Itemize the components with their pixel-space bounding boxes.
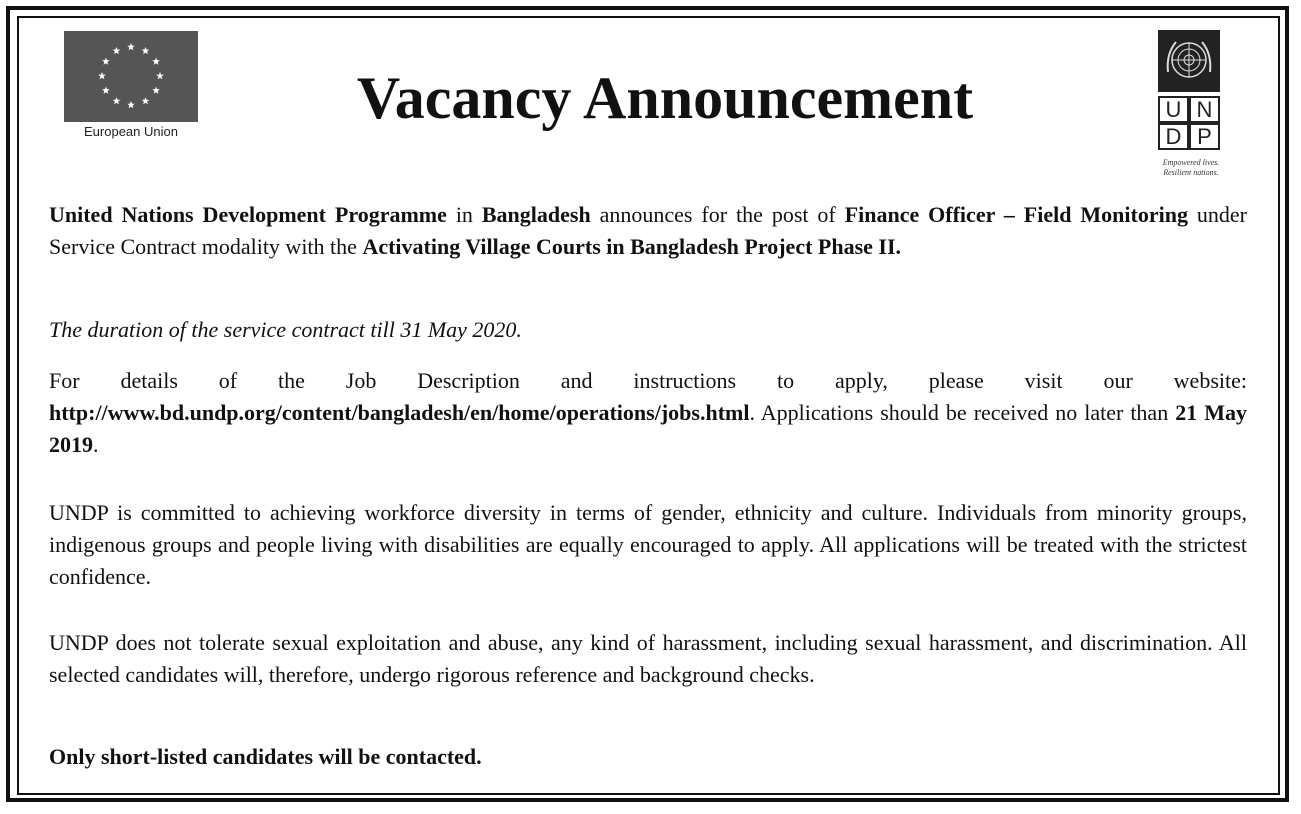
tagline-line-2: Resilient nations. <box>1163 168 1219 177</box>
details-text-3: . <box>93 432 99 457</box>
details-text-2: . Applications should be received no later than <box>749 400 1176 425</box>
details-paragraph <box>49 365 1247 461</box>
undp-tagline <box>1150 158 1232 178</box>
duration-note: The duration of the service contract till 31 May 2020. <box>49 317 522 342</box>
harassment-paragraph: UNDP does not tolerate sexual exploitation and abuse, any kind of harassment, including sexual harassment, and discrimination. All selected candidates will, therefore, undergo rigorous reference and background checks. <box>49 630 1247 687</box>
undp-letter-u: U <box>1158 96 1189 123</box>
un-emblem-icon <box>1158 30 1220 92</box>
undp-letter-p: P <box>1189 123 1220 150</box>
page-title: Vacancy Announcement <box>356 65 974 131</box>
intro-text-2: announces for the post of <box>590 202 845 227</box>
intro-text-3: under Service Contract modality with the <box>49 202 1247 259</box>
post-title: Finance Officer – Field Monitoring <box>844 202 1188 227</box>
jobs-url-link[interactable]: http://www.bd.undp.org/content/bangladesh/en/home/operations/jobs.html <box>49 400 750 425</box>
intro-text-1: in <box>446 202 482 227</box>
undp-letter-n: N <box>1189 96 1220 123</box>
eu-caption: European Union <box>84 124 178 139</box>
closing-note: Only short-listed candidates will be contacted. <box>49 744 482 769</box>
deadline-date: 21 May 2019 <box>49 400 1248 457</box>
org-name: United Nations Development Programme <box>49 202 447 227</box>
project-name: Activating Village Courts in Bangladesh Project Phase II. <box>362 234 902 259</box>
undp-logo <box>1150 30 1230 180</box>
details-text-1: For details of the Job Description and instructions to apply, please visit our website: <box>49 368 1247 393</box>
intro-paragraph <box>49 199 1247 263</box>
eu-flag-icon <box>64 31 198 122</box>
tagline-line-1: Empowered lives. <box>1162 158 1220 167</box>
diversity-paragraph: UNDP is committed to achieving workforce diversity in terms of gender, ethnicity and culture. Individuals from minority groups, indigenous groups and people living with disabilities are equally encouraged to apply. All applications will be treated with the strictest confidence. <box>49 500 1247 589</box>
country-name: Bangladesh <box>481 202 591 227</box>
eu-logo <box>64 31 200 123</box>
undp-letter-d: D <box>1158 123 1189 150</box>
